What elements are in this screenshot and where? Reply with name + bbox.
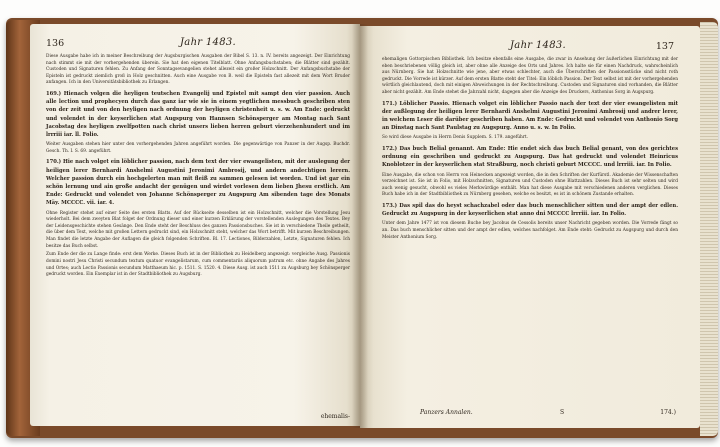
left-paragraph: Diese Ausgabe habe ich in meiner Beschreibung der Augsburgischen Ausgaben der Bibel S. 13. n. IV. bereits angezeigt. Der Einrichtung nach stimmt sie mit der vorhergehenden überein. Sie hat den eigenen Titelblatt. Ohne Anfangsbuchstaben; die Blätter sind gezählt. Custoden und Signaturen fehlen. Zu Anfang der Sonntagsevangelien stehet allezeit ein großer Holzschnitt. Der Anfangsbuchstabe der Episteln ist gedruckt ziemlich groß in Holz geschnitten. Auch eine Ausgabe von B. weil die Episteln fast allezeit mit dem Wort Bruder anfangen. Ich in den Universitätsbibliothek zu Erlangen. (46, 54, 350, 86)
right-paragraph: Eine Ausgabe, die schon von Herrn von Heinecken angezeigt worden, die in den Schriften der Kurfürstl. Akademie der Wissenschaften verzeichnet ist. Sie ist in Folio, mit Holzschnitten, Signaturen und Custoden ohne Blattzahlen. Dieses Buch ist sehr selten und wird auch wenig gesucht, obwohl es vieles Merkwürdige enthält. Man hat diese Ausgabe mit verschiedenen anderen verglichen. Dieses Buch habe ich in der Stadtbibliothek zu Nürnberg gesehen, welche es besitzt, es ist in schönem Zustande erhalten. (382, 172, 678, 198)
right-paragraph: ehemaligen Gottorpischen Bibliothek. Ich besitze ebenfalls eine Ausgabe, die zwar in Ansehung der äußerlichen Einrichtung mit der eben beschriebenen völlig gleich ist, aber ohne alle Anzeige des Orts und Jahres. Ich halte sie für einen Nachdruck, wahrscheinlich aus Nürnberg. Sie hat Holzschnitte wie jene, aber etwas schlechter, auch die Überschriften der Passionsstücke sind nicht roth gedruckt. Die Vorrede ist kürzer. Auf dem ersten Blatte steht der Titel: Ein löblich Passion. Der Text selbst ist mit der vorhergehenden wörtlich gleichlautend, doch mit einigen Abweichungen in der Rechtschreibung. Custoden und Signaturen sind vorhanden, die Blätter aber nicht gezählt. Am Ende stehet die Jahrzahl nicht, dagegen aber die Anzeige des Druckers, Anthonius Sorg in Augspurg. (382, 57, 678, 95)
left-catchword: ehemalis- (320, 413, 350, 420)
right-text-block (382, 57, 678, 243)
entry-173: 173.) Das spil das do heyst schachzabel oder das buch menschlicher sitten und der ampt der edlen. Gedruckt zu Augspurg in der keyserlichen stat anno dni MCCCC lrrriii. iar. In Folio. (382, 202, 678, 218)
entry-170: 170.) Hie nach volget ein löblicher passion, nach dem text der vier ewangelisten, mit der auslegung der heiligen lerer Bernhardi Anshelmi Augustini Jeronimi Ambrosij, und andern andechtigen lerern. Welcher passion durch ein hochgelerten man mit fleiß zu sammen gelesen ist worden. Und ist gar ein schön lernung und ain große andacht der genügen und wirdet vorlesen dem lieben Jhesu erstlich. Am Ende: Gedruckt und volendet von Johanne Schönsperger zu Augspurg Am sibenden tage des Monats Mäy. MCCCC. vii. iar. 4. (46, 159, 350, 207)
left-paragraph: Ohne Register stehet auf einer Seite des ersten Blatts. Auf der Rückseite desselben ist ein Holzschnitt, welcher die Vorstellung Jesu wiederholt. Bei dem zweyten Blat folget der Ordnung dieser und einer kurzen Erklärung der vorstellenden Auslegungen des Textes. Bey der Leidensgeschichte stehen Gesänge. Den Ende steht der Beschluss des ganzen Passionsbuches. Sie ist in verschiedene Theile getheilt, die über dem Text, welche mit großen Lettern gedruckt sind, ein Holzschnitt steht, welcher das Wort betrifft. Mit kurzen Beschreibungen. Man findet die letzte Angabe der Auflagen die gleich folgenden Schriften. Bl. 17. Lectiones, Bilderzahlen, Letzte, Signaturen fehlen. Ich besitze das Buch selbst. (46, 210, 350, 249)
right-running-header: Jahr 1483. (510, 40, 566, 51)
right-paragraph: Unter dem Jahre 1477 ist von diesem Buche bey Jacobus de Cessolis bereits unser Nachricht gegeben worden. Die Vorrede fängt so an. Das buch menschlicher sitten und der ampt der edlen, welches nachfolget. Am Ende steht: Gedruckt zu Augspurg und durch den Meister Anthonium Sorg. (382, 221, 678, 240)
left-paragraph: Weiter Ausgaben stehen hier unter den vorhergehenden Jahren angeführt worden. Die gegenwärtige von Panzer in der Augsp. Buchdr. Gesch. Th. I. S. 69. angeführt. (46, 142, 350, 154)
left-page-number: 136 (46, 38, 65, 49)
left-text-block (46, 54, 350, 281)
right-page-number: 137 (655, 41, 674, 52)
right-signature-mark: S (560, 409, 565, 416)
book-gutter-shadow (352, 24, 368, 428)
entry-169: 169.) Hienach volgen die heyligen teutschen Evangelij und Epistel mit sampt den vier passion. Auch alle lection und prophecyen durch das ganz iar wie sie in einem yegtlichen messbuch geschriben sten von der zeit und von den heyligen nach ordnung der heyligen christenheit u. s. w. Am Ende: gedruckt und volendet in der keyserlichen stat Augspurg von Hannsen Schönsperger am Montag nach Sant Jacobstag des heyligen zwelfpotten nach christ unsers lieben herren geburt vierzehenhundert und im lrrriii iar. ll. Folio. (46, 90, 350, 138)
left-paragraph: Zum Ende der die zu Lange finde: erst dem Werke. Dieses Buch ist in der Bibliothek zu Heidelberg angezeigt: vergleiche Ausg. Passionis domini nostri Jesu Christi secundum textum quatuor evangelistarum, cum commentariis aliquorum patrum etc. ohne Angabe des Jahres und Ortes; auch Lectio Passionis secundum Matthaeum hic. p. 1511. S. 1520. 4. Diese Ausg. ist auch 1511 zu Augsburg bey Schönsperger gedruckt worden. Ein Exemplar ist in der Stadtbibliothek zu Augsburg. (46, 252, 350, 278)
entry-172: 172.) Das buch Belial genannt. Am Ende: Hie endet sich das buch Belial genant, von des gerichtes ordnung ein geschriben und gedruckt zu Augspurg. Das hat gedruckt und volendet Heinricus Knoblotzer in der keyserlichen stat Straßburg, noch christi geburt MCCCC. und lrrriii. iar. In Folio. (382, 145, 678, 169)
left-running-header: Jahr 1483. (180, 37, 236, 48)
right-page (360, 26, 700, 428)
right-catchword: 174.) (660, 409, 676, 416)
left-page (30, 24, 360, 426)
right-paragraph: So wird diese Ausgabe in Herrn Denis Supplem. S. 179. angeführt. (382, 135, 528, 141)
page-edges (700, 22, 718, 436)
right-signature-title: Panzers Annalen. (420, 409, 473, 416)
entry-171: 171.) Löblicher Passio. Hienach volget ein löblicher Passio nach der text der vier ewangelisten mit der außlegung der heiligen lerer Bernhardi Anshelmi Augustini Jeronimi Ambrosij und andrer lerer, in welchem Leser die darüber geschriben haben. Am Ende: Gedruckt und volendet von Anthonio Sorg an Dinstag nach Sant Paulstag zu Augspurg. Anno u. s. w. In Folio. (382, 100, 678, 132)
